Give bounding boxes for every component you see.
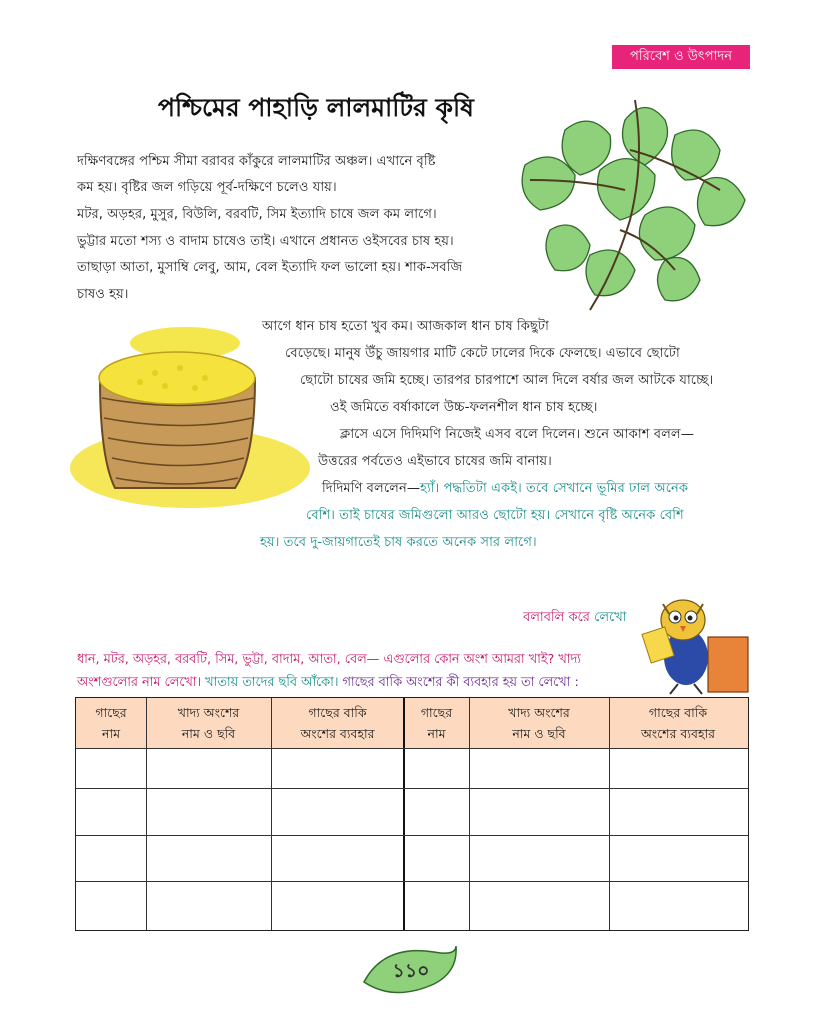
paragraph-line: ভুট্টার মতো শস্য ও বাদাম চাষেও তাই। এখানে প্রধানত ওইসবের চাষ হয়। — [77, 234, 454, 249]
leaves-illustration — [505, 90, 755, 315]
paragraph-line: ওই জমিতে বর্ষাকালে উচ্চ-ফলনশীল ধান চাষ হচ্ছে। — [330, 400, 598, 415]
paragraph-line: আগে ধান চাষ হতো খুব কম। আজকাল ধান চাষ কিছুটা — [262, 319, 549, 334]
page-number: ১১০ — [392, 960, 430, 982]
dialogue-line-2: বেশি। তাই চাষের জমিগুলো আরও ছোটো হয়। সেখানে বৃষ্টি অনেক বেশি — [306, 508, 684, 523]
basket-of-grains-illustration — [60, 318, 310, 518]
paragraph-line: চাষও হয়। — [77, 287, 129, 302]
dialogue-speaker: দিদিমণি বললেন— — [322, 481, 421, 496]
dialogue-line-1 — [322, 479, 688, 499]
paragraph-line: ছোটো চাষের জমি হচ্ছে। তারপর চারপাশে আল দিলে বর্ষার জল আটকে যাচ্ছে। — [300, 373, 714, 388]
table-header-cell: খাদ্য অংশের নাম ও ছবি — [177, 705, 240, 741]
instruction-text: অংশগুলোর নাম লেখো। — [77, 675, 202, 690]
instruction-text: খাতায় তাদের ছবি আঁকো। — [205, 675, 339, 690]
instruction-text: ধান, মটর, অড়হর, বরবটি, সিম, ভুট্টা, বাদাম, আতা, বেল— এগুলোর কোন অংশ আমরা খাই? খাদ্য — [77, 652, 581, 667]
instruction-text: গাছের বাকি অংশের কী ব্যবহার হয় তা লেখো : — [342, 675, 579, 690]
table-row[interactable] — [76, 836, 748, 881]
paragraph-line: কম হয়। বৃষ্টির জল গড়িয়ে পূর্ব-দক্ষিণে চলেও যায়। — [77, 180, 337, 195]
activity-heading-part1: বলাবলি করে — [523, 610, 590, 625]
activity-instruction-line-2 — [77, 673, 579, 693]
chapter-tag: পরিবেশ ও উৎপাদন — [612, 45, 750, 69]
table-row[interactable] — [76, 882, 748, 929]
paragraph-line: তাছাড়া আতা, মুসাম্বি লেবু, আম, বেল ইত্যাদি ফল ভালো হয়। শাক-সবজি — [77, 260, 463, 275]
dialogue-line-3: হয়। তবে দু-জায়গাতেই চাষ করতে অনেক সার লাগে। — [260, 535, 537, 550]
paragraph-line: ক্লাসে এসে দিদিমণি নিজেই এসব বলে দিলেন। শুনে আকাশ বলল— — [340, 427, 694, 442]
table-header-cell: গাছের বাকি অংশের ব্যবহার — [300, 705, 375, 741]
table-header-cell: গাছের বাকি অংশের ব্যবহার — [640, 705, 716, 741]
table-header-cell: গাছের নাম — [95, 705, 127, 741]
table-row[interactable] — [76, 789, 748, 835]
activity-heading — [523, 608, 627, 628]
paragraph-line: মটর, অড়হর, মুসুর, বিউলি, বরবটি, সিম ইত্যাদি চাষে জল কম লাগে। — [77, 207, 437, 222]
activity-heading-part2: লেখো — [594, 610, 627, 625]
activity-instruction-line-1 — [77, 650, 581, 670]
paragraph-line: উত্তরের পর্বতেও এইভাবে চাষের জমি বানায়। — [318, 454, 552, 469]
dialogue-reply: হ্যাঁ। পদ্ধতিটা একই। তবে সেখানে ভূমির ঢাল অনেক — [420, 481, 689, 496]
reading-owl-illustration — [638, 592, 753, 697]
table-header-cell: গাছের নাম — [420, 705, 453, 741]
table-row[interactable] — [76, 749, 748, 788]
paragraph-line: বেড়েছে। মানুষ উঁচু জায়গার মাটি কেটে ঢালের দিকে ফেলছে। এভাবে ছোটো — [285, 346, 680, 361]
paragraph-line: দক্ষিণবঙ্গের পশ্চিম সীমা বরাবর কাঁকুরে লালমাটির অঞ্চল। এখানে বৃষ্টি — [77, 154, 436, 169]
page-title: পশ্চিমের পাহাড়ি লালমাটির কৃষি — [158, 93, 474, 122]
table-header-cell: খাদ্য অংশের নাম ও ছবি — [508, 705, 570, 741]
answer-table — [75, 697, 749, 931]
